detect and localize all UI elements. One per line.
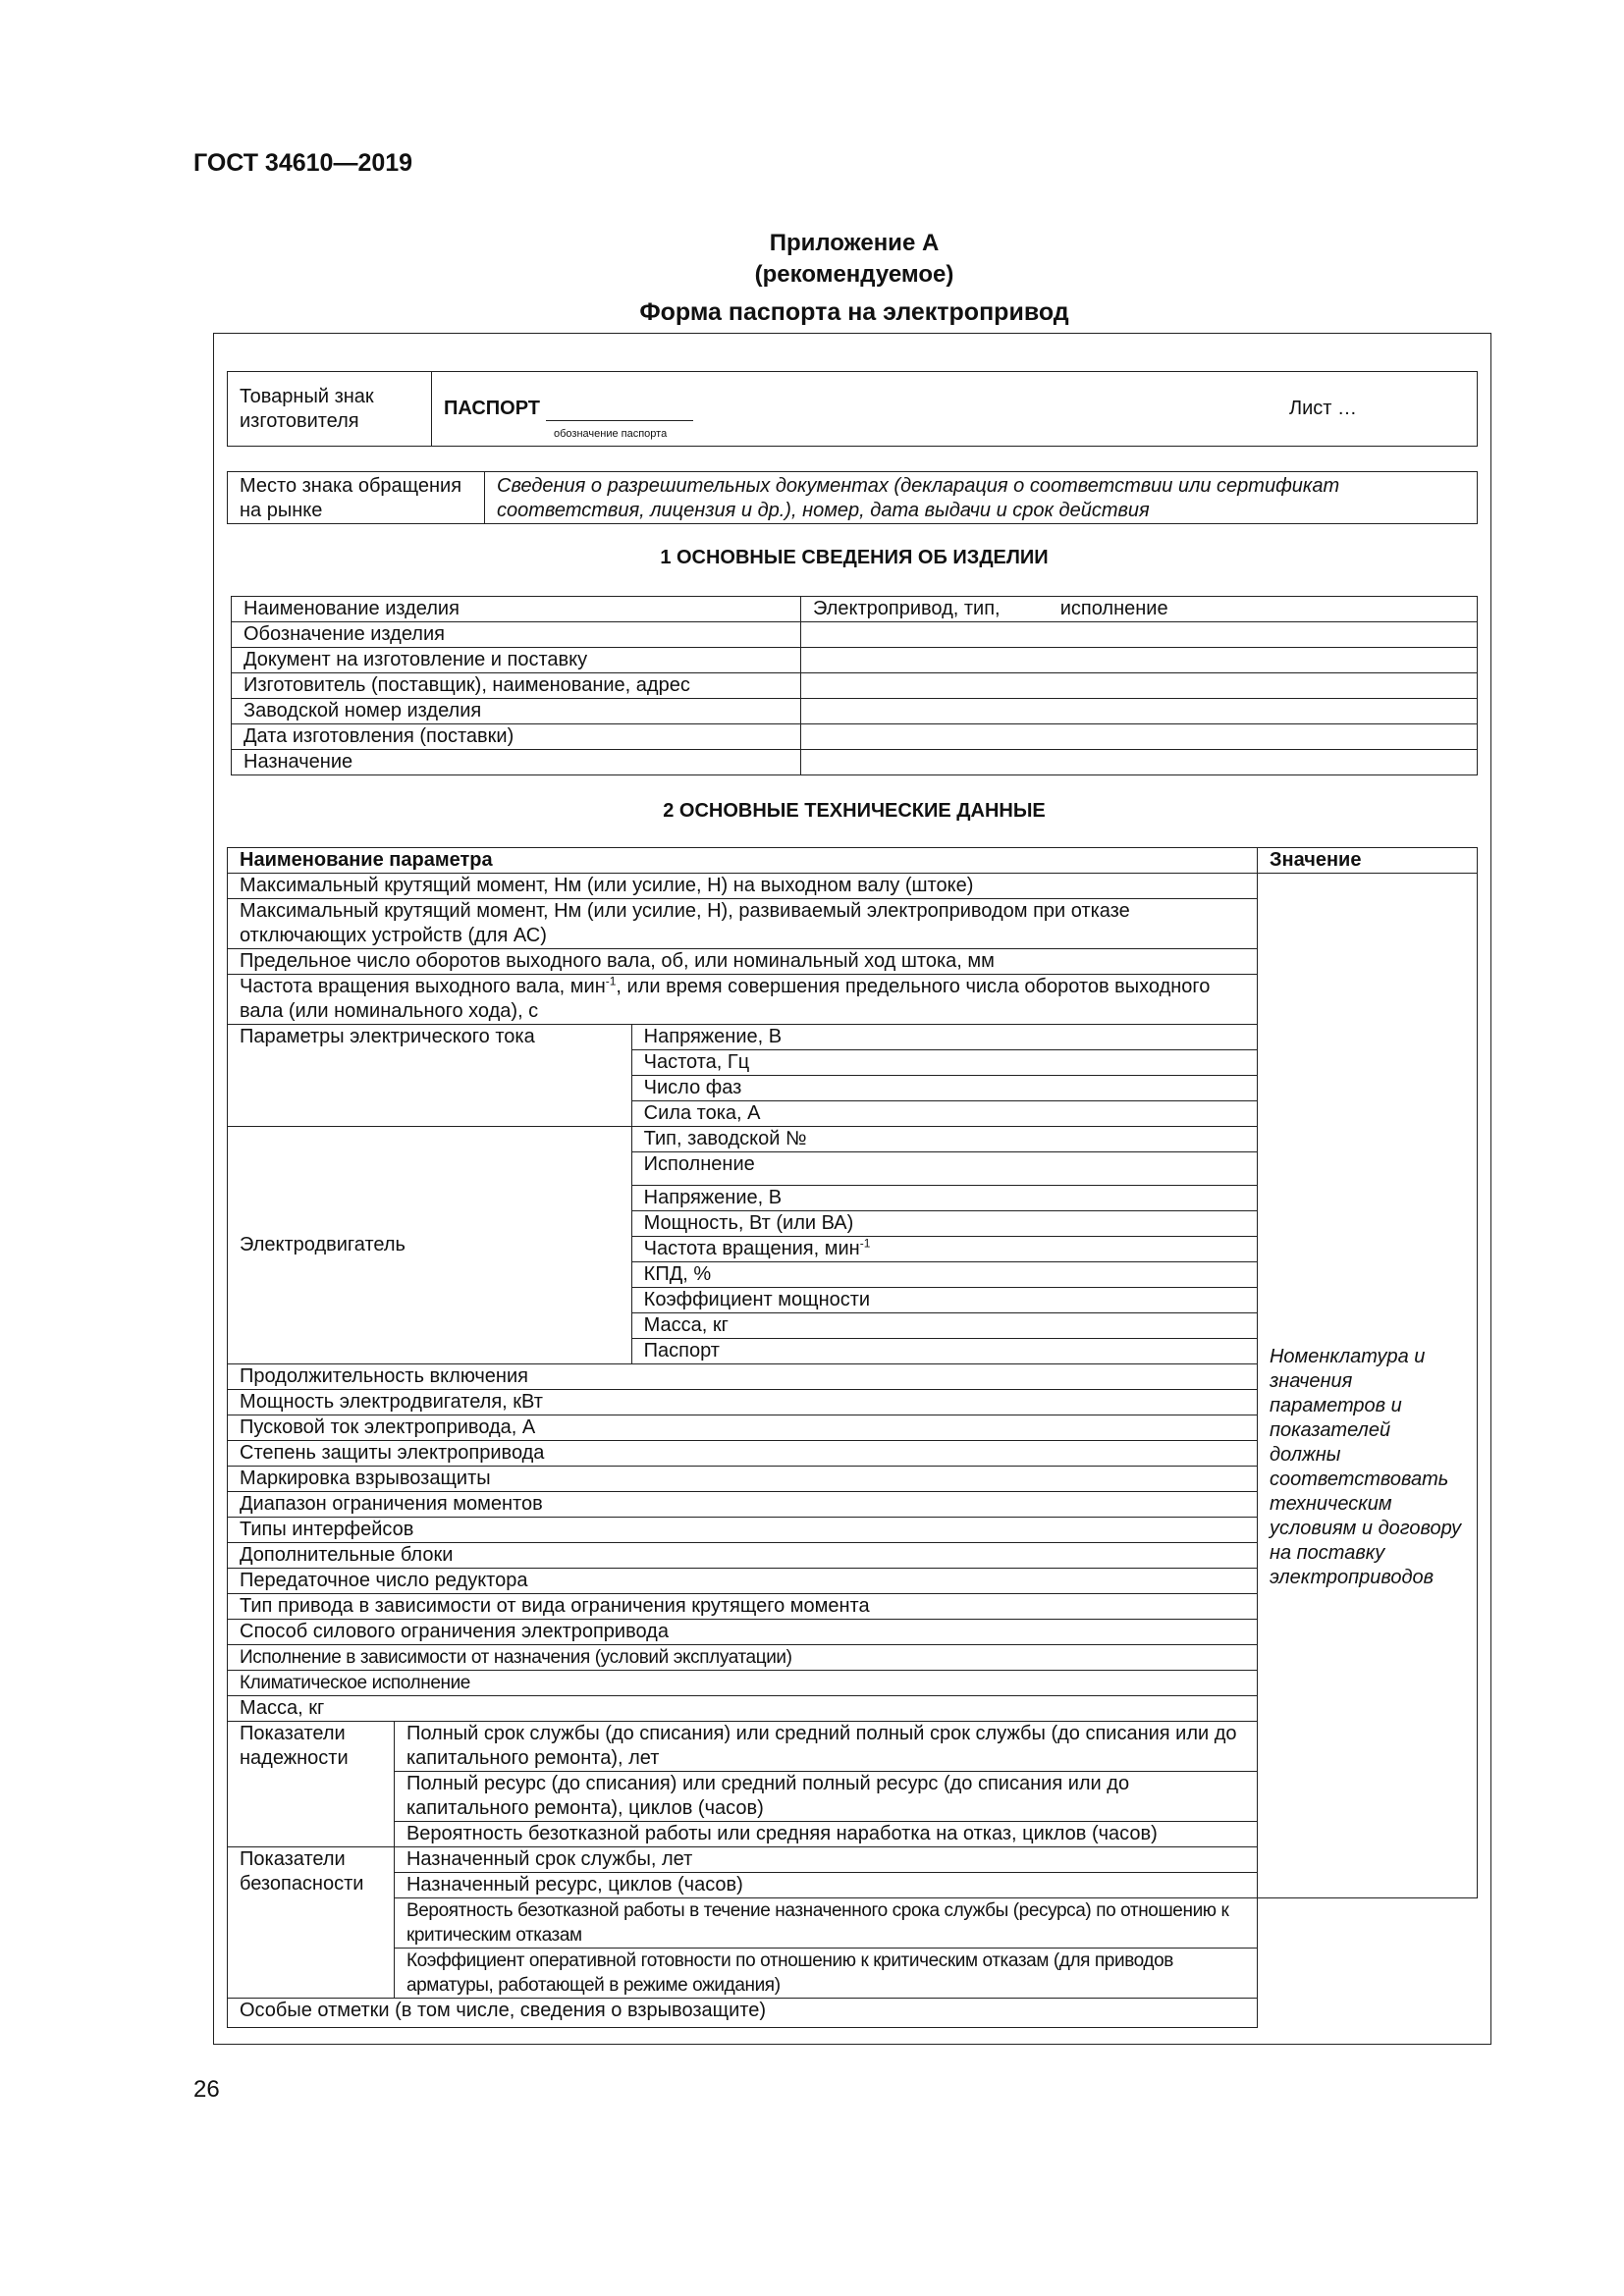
appendix-title: Приложение А xyxy=(769,230,940,256)
table-row: Частота вращения выходного вала, мин$^{-1}$, или время совершения предельного числа оборотов выходного вала (или номинального хода), с xyxy=(228,975,1258,1025)
table-row xyxy=(232,597,1478,622)
passport-cell xyxy=(432,372,1478,447)
table-row: Напряжение, В xyxy=(631,1186,1257,1211)
table-row: Полный срок службы (до списания) или средний полный срок службы (до списания или до капитального ремонта), лет xyxy=(394,1722,1257,1772)
table-row: Максимальный крутящий момент, Нм (или усилие, Н) на выходном валу (штоке) xyxy=(228,874,1258,899)
product-field-value xyxy=(801,648,1478,673)
table-row: Климатическое исполнение xyxy=(228,1671,1258,1696)
table-row: Типы интерфейсов xyxy=(228,1518,1258,1543)
table-row: Тип, заводской № xyxy=(631,1127,1257,1152)
table-row: Максимальный крутящий момент, Нм (или усилие, Н), развиваемый электроприводом при отказе отключающих устройств (для АС) xyxy=(228,899,1258,949)
table-row: Полный ресурс (до списания) или средний полный ресурс (до списания или до капитального ремонта), циклов (часов) xyxy=(394,1772,1257,1822)
table-row xyxy=(232,673,1478,699)
product-field-label: Дата изготовления (поставки) xyxy=(232,724,801,750)
table-row: Масса, кг xyxy=(228,1696,1258,1722)
product-field-value: Электропривод, тип, исполнение xyxy=(801,597,1478,622)
safety-group-label: Показатели безопасности xyxy=(228,1847,395,1999)
document-code: ГОСТ 34610—2019 xyxy=(193,149,413,177)
market-table xyxy=(227,471,1478,524)
market-mark-cell: Место знака обращения на рынке xyxy=(228,472,485,524)
product-field-label: Заводской номер изделия xyxy=(232,699,801,724)
page-number: 26 xyxy=(193,2076,220,2103)
table-row: Вероятность безотказной работы в течение назначенного срока службы (ресурса) по отношению к критическим отказам xyxy=(394,1898,1257,1949)
passport-header-table xyxy=(227,371,1478,447)
table-row: Масса, кг xyxy=(631,1313,1257,1339)
table-row: Назначенный ресурс, циклов (часов) xyxy=(394,1873,1257,1898)
table-row: Особые отметки (в том числе, сведения о взрывозащите) xyxy=(228,1999,1258,2028)
table-row: Коэффициент мощности xyxy=(631,1288,1257,1313)
value-note: Номенклатура и значения параметров и показателей должны соответствовать техническим условиям и договору на поставку электроприводов xyxy=(1257,874,1477,1898)
product-field-value xyxy=(801,724,1478,750)
passport-label: ПАСПОРТ xyxy=(444,398,540,419)
table-row: Степень защиты электропривода xyxy=(228,1441,1258,1467)
product-field-label: Назначение xyxy=(232,750,801,775)
table-row: Передаточное число редуктора xyxy=(228,1569,1258,1594)
table-row xyxy=(232,648,1478,673)
table-row: Мощность электродвигателя, кВт xyxy=(228,1390,1258,1415)
table-row: Продолжительность включения xyxy=(228,1364,1258,1390)
product-field-label: Обозначение изделия xyxy=(232,622,801,648)
table-row xyxy=(232,699,1478,724)
table-row: Напряжение, В xyxy=(631,1025,1257,1050)
table-row: Мощность, Вт (или ВА) xyxy=(631,1211,1257,1237)
form-title: Форма паспорта на электропривод xyxy=(639,298,1069,326)
table-row: Пусковой ток электропривода, А xyxy=(228,1415,1258,1441)
table-row: Сила тока, А xyxy=(631,1101,1257,1127)
table-row xyxy=(232,724,1478,750)
table-row: Диапазон ограничения моментов xyxy=(228,1492,1258,1518)
table-row: Вероятность безотказной работы или средняя наработка на отказ, циклов (часов) xyxy=(394,1822,1257,1847)
table-row: Паспорт xyxy=(631,1339,1257,1364)
product-field-value xyxy=(801,699,1478,724)
product-field-value xyxy=(801,622,1478,648)
product-field-label: Изготовитель (поставщик), наименование, адрес xyxy=(232,673,801,699)
table-row: Маркировка взрывозащиты xyxy=(228,1467,1258,1492)
table-row: Частота вращения, мин$^{-1}$ xyxy=(631,1237,1257,1262)
permit-info-cell: Сведения о разрешительных документах (декларация о соответствии или сертификат соответствия, лицензия и др.), номер, дата выдачи и срок действия xyxy=(485,472,1478,524)
table-row: Способ силового ограничения электропривода xyxy=(228,1620,1258,1645)
trademark-cell: Товарный знак изготовителя xyxy=(228,372,432,447)
table-row: Число фаз xyxy=(631,1076,1257,1101)
reliability-group-label: Показатели надежности xyxy=(228,1722,395,1847)
table-row xyxy=(232,622,1478,648)
table-row: Предельное число оборотов выходного вала, об, или номинальный ход штока, мм xyxy=(228,949,1258,975)
param-column-header: Наименование параметра xyxy=(228,848,1258,874)
table-row: Частота, Гц xyxy=(631,1050,1257,1076)
product-field-value xyxy=(801,673,1478,699)
technical-data-table xyxy=(227,847,1478,2028)
table-row xyxy=(232,750,1478,775)
motor-group-label: Электродвигатель xyxy=(228,1127,632,1364)
table-row: КПД, % xyxy=(631,1262,1257,1288)
table-row: Тип привода в зависимости от вида ограничения крутящего момента xyxy=(228,1594,1258,1620)
passport-designation-caption: обозначение паспорта xyxy=(554,428,668,440)
appendix-subtitle: (рекомендуемое) xyxy=(754,261,954,288)
section-1-title: 1 ОСНОВНЫЕ СВЕДЕНИЯ ОБ ИЗДЕЛИИ xyxy=(660,547,1049,568)
sheet-label: Лист … xyxy=(1288,398,1357,419)
passport-designation-line xyxy=(546,402,693,440)
product-field-value xyxy=(801,750,1478,775)
section-2-title: 2 ОСНОВНЫЕ ТЕХНИЧЕСКИЕ ДАННЫЕ xyxy=(663,800,1046,822)
product-field-label: Наименование изделия xyxy=(232,597,801,622)
table-row: Дополнительные блоки xyxy=(228,1543,1258,1569)
current-group-label: Параметры электрического тока xyxy=(228,1025,632,1127)
product-info-table xyxy=(231,596,1478,775)
value-column-header: Значение xyxy=(1257,848,1477,874)
product-field-label: Документ на изготовление и поставку xyxy=(232,648,801,673)
table-row: Исполнение в зависимости от назначения (условий эксплуатации) xyxy=(228,1645,1258,1671)
table-row: Назначенный срок службы, лет xyxy=(394,1847,1257,1873)
table-row: Исполнение xyxy=(631,1152,1257,1186)
table-row: Коэффициент оперативной готовности по отношению к критическим отказам (для приводов арматуры, работающей в режиме ожидания) xyxy=(394,1949,1257,1999)
